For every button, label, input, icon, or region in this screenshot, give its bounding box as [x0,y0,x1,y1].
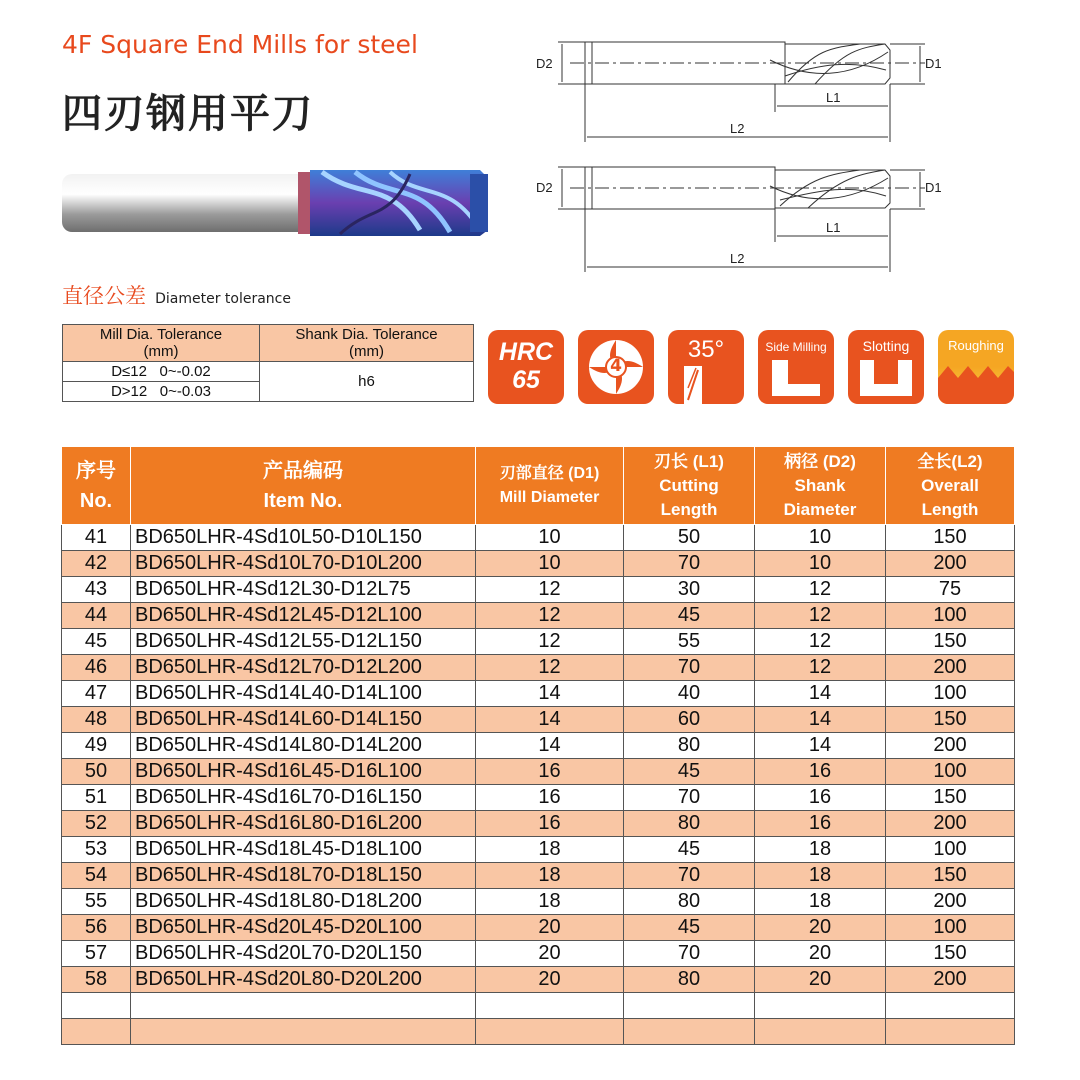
table-row [62,681,1015,707]
table-row-empty [62,993,1015,1019]
cell-l1: 55 [624,629,755,655]
slotting-label: Slotting [862,338,910,354]
cell-empty [755,1019,886,1045]
tolerance-col-mill-line1: Mill Dia. Tolerance [99,326,223,343]
label-d1-bottom: D1 [925,180,942,195]
cell-d1: 16 [476,811,624,837]
cell-d1: 18 [476,863,624,889]
cell-item: BD650LHR-4Sd14L80-D14L200 [131,733,476,759]
cell-empty [476,1019,624,1045]
col-d2-cn: 柄径 (D2) [784,451,856,471]
cell-d2: 18 [755,889,886,915]
cell-item: BD650LHR-4Sd18L45-D18L100 [131,837,476,863]
helix-angle: 35° [687,336,725,363]
cell-l2: 200 [886,733,1015,759]
roughing-icon [938,330,1014,404]
tolerance-col-shank [260,325,474,362]
cell-l1: 45 [624,759,755,785]
cell-item: BD650LHR-4Sd20L80-D20L200 [131,967,476,993]
cell-l2: 150 [886,629,1015,655]
tolerance-heading [62,280,291,310]
cell-l2: 200 [886,967,1015,993]
cell-item: BD650LHR-4Sd12L70-D12L200 [131,655,476,681]
col-d2-en1: Shank [794,475,846,495]
tolerance-col-mill [63,325,260,362]
col-l2 [886,447,1015,525]
tolerance-heading-cn: 直径公差 [62,284,146,308]
roughing-label: Roughing [948,338,1004,353]
col-no [62,447,131,525]
label-l2-bottom: L2 [730,251,745,266]
table-row [62,525,1015,551]
cell-l1: 45 [624,603,755,629]
cell-d1: 12 [476,629,624,655]
cell-d2: 18 [755,837,886,863]
title-english: 4F Square End Mills for steel [62,30,418,59]
cell-empty [624,993,755,1019]
cell-d1: 10 [476,525,624,551]
col-d1 [476,447,624,525]
cell-l2: 100 [886,915,1015,941]
cell-l2: 100 [886,603,1015,629]
cell-no: 51 [62,785,131,811]
side-milling-badge [758,330,834,404]
cell-d2: 20 [755,967,886,993]
tolerance-row2-mill: D>12 0~-0.03 [63,382,260,402]
cell-l1: 80 [624,733,755,759]
slotting-badge [848,330,924,404]
cell-d2: 10 [755,551,886,577]
product-table-body [62,525,1015,1045]
cell-l2: 150 [886,525,1015,551]
side-milling-label: Side Milling [765,340,827,354]
table-row [62,733,1015,759]
table-row-empty [62,1019,1015,1045]
cell-l1: 30 [624,577,755,603]
cell-d2: 18 [755,863,886,889]
cell-no: 44 [62,603,131,629]
cell-empty [476,993,624,1019]
title-chinese: 四刃钢用平刀 [62,91,314,137]
table-row [62,837,1015,863]
cell-item: BD650LHR-4Sd20L45-D20L100 [131,915,476,941]
tolerance-shank-value: h6 [260,362,474,402]
table-row [62,577,1015,603]
cell-d2: 12 [755,629,886,655]
cell-empty [131,993,476,1019]
col-l2-en2: Length [921,499,979,519]
cell-item: BD650LHR-4Sd12L45-D12L100 [131,603,476,629]
label-l1-top: L1 [826,90,841,105]
tolerance-col-mill-line2: (mm) [143,343,179,360]
col-l1-cn: 刃长 (L1) [654,451,724,471]
col-l2-en1: Overall [921,475,979,495]
end-mill-image [60,160,492,246]
roughing-badge [938,330,1014,404]
cell-empty [62,1019,131,1045]
product-table-header [62,447,1015,525]
cell-d2: 14 [755,707,886,733]
hrc-value: 65 [512,366,540,394]
table-row [62,629,1015,655]
cell-no: 53 [62,837,131,863]
cell-no: 47 [62,681,131,707]
cell-no: 50 [62,759,131,785]
cell-d1: 20 [476,941,624,967]
dimension-diagram [530,30,950,280]
cell-l2: 75 [886,577,1015,603]
cell-empty [624,1019,755,1045]
col-item-en: Item No. [263,489,343,512]
table-row [62,811,1015,837]
cell-d2: 12 [755,603,886,629]
cell-item: BD650LHR-4Sd14L60-D14L150 [131,707,476,733]
cell-item: BD650LHR-4Sd16L70-D16L150 [131,785,476,811]
cell-l2: 100 [886,837,1015,863]
helix-tool-icon [668,330,744,404]
cell-item: BD650LHR-4Sd18L80-D18L200 [131,889,476,915]
cell-d2: 20 [755,915,886,941]
cell-d1: 12 [476,603,624,629]
cell-no: 57 [62,941,131,967]
cell-d1: 20 [476,967,624,993]
col-no-en: No. [79,489,113,512]
cell-d2: 14 [755,681,886,707]
cell-no: 45 [62,629,131,655]
product-table [61,446,1015,1045]
label-d2-top: D2 [536,56,553,71]
col-l1 [624,447,755,525]
table-row [62,655,1015,681]
cell-no: 41 [62,525,131,551]
cell-d2: 16 [755,759,886,785]
cell-d1: 14 [476,707,624,733]
table-row [62,551,1015,577]
col-item [131,447,476,525]
hrc-badge [488,330,564,404]
col-l2-cn: 全长(L2) [917,451,983,471]
cell-item: BD650LHR-4Sd10L70-D10L200 [131,551,476,577]
cell-d1: 10 [476,551,624,577]
cell-l1: 70 [624,941,755,967]
label-l1-bottom: L1 [826,220,841,235]
cell-l2: 200 [886,551,1015,577]
cell-no: 43 [62,577,131,603]
cell-item: BD650LHR-4Sd14L40-D14L100 [131,681,476,707]
cell-d1: 18 [476,889,624,915]
cell-l2: 100 [886,759,1015,785]
cell-l2: 100 [886,681,1015,707]
table-row [62,603,1015,629]
cell-d2: 12 [755,577,886,603]
label-l2-top: L2 [730,121,745,136]
cell-item: BD650LHR-4Sd10L50-D10L150 [131,525,476,551]
cell-empty [886,993,1015,1019]
cell-item: BD650LHR-4Sd16L45-D16L100 [131,759,476,785]
cell-empty [131,1019,476,1045]
label-d1-top: D1 [925,56,942,71]
tolerance-table [62,324,474,402]
col-d1-cn: 刃部直径 (D1) [499,464,600,482]
cell-empty [62,993,131,1019]
cell-l2: 150 [886,707,1015,733]
tolerance-col-shank-line2: (mm) [349,343,384,360]
flutes-badge [578,330,654,404]
table-row [62,785,1015,811]
col-no-cn: 序号 [76,459,116,482]
col-item-cn: 产品编码 [263,459,343,482]
cell-d2: 20 [755,941,886,967]
col-d1-en: Mill Diameter [499,488,600,506]
cell-d1: 18 [476,837,624,863]
cell-l1: 80 [624,811,755,837]
cell-d2: 10 [755,525,886,551]
tolerance-row1-mill: D≤12 0~-0.02 [63,362,260,382]
helix-badge [668,330,744,404]
cell-item: BD650LHR-4Sd16L80-D16L200 [131,811,476,837]
cell-item: BD650LHR-4Sd20L70-D20L150 [131,941,476,967]
cell-l1: 45 [624,837,755,863]
cell-d2: 12 [755,655,886,681]
cell-no: 52 [62,811,131,837]
cell-empty [886,1019,1015,1045]
col-d2-en2: Diameter [783,499,857,519]
cell-l1: 60 [624,707,755,733]
table-row [62,707,1015,733]
table-row [62,915,1015,941]
tolerance-heading-en: Diameter tolerance [155,291,291,307]
cell-d1: 20 [476,915,624,941]
table-row [62,941,1015,967]
cell-l1: 70 [624,785,755,811]
cell-d1: 14 [476,681,624,707]
cell-l1: 80 [624,967,755,993]
cell-l1: 80 [624,889,755,915]
cell-item: BD650LHR-4Sd12L30-D12L75 [131,577,476,603]
cell-d1: 16 [476,759,624,785]
cell-l1: 45 [624,915,755,941]
side-milling-icon [758,330,834,404]
label-d2-bottom: D2 [536,180,553,195]
slotting-icon [848,330,924,404]
cell-item: BD650LHR-4Sd18L70-D18L150 [131,863,476,889]
cell-l1: 70 [624,655,755,681]
cell-l2: 150 [886,863,1015,889]
cell-no: 46 [62,655,131,681]
cell-l2: 200 [886,655,1015,681]
table-row [62,863,1015,889]
cell-no: 54 [62,863,131,889]
cell-d1: 12 [476,577,624,603]
cell-l1: 40 [624,681,755,707]
cell-d2: 14 [755,733,886,759]
tolerance-col-shank-line1: Shank Dia. Tolerance [295,326,438,343]
cell-l2: 200 [886,811,1015,837]
cell-l2: 200 [886,889,1015,915]
cell-l2: 150 [886,785,1015,811]
cell-d1: 12 [476,655,624,681]
cell-l1: 70 [624,863,755,889]
cell-no: 48 [62,707,131,733]
cell-no: 55 [62,889,131,915]
cell-d1: 14 [476,733,624,759]
cell-empty [755,993,886,1019]
cell-no: 42 [62,551,131,577]
cell-d2: 16 [755,785,886,811]
cell-d2: 16 [755,811,886,837]
table-row [62,889,1015,915]
col-d2 [755,447,886,525]
cell-no: 58 [62,967,131,993]
table-row [62,967,1015,993]
col-l1-en1: Cutting [659,475,719,495]
cell-l1: 70 [624,551,755,577]
table-row [62,759,1015,785]
flutes-count: 4 [610,356,622,376]
cell-no: 56 [62,915,131,941]
col-l1-en2: Length [660,499,718,519]
cell-item: BD650LHR-4Sd12L55-D12L150 [131,629,476,655]
cell-d1: 16 [476,785,624,811]
cell-l2: 150 [886,941,1015,967]
hrc-label: HRC [498,338,554,366]
cell-no: 49 [62,733,131,759]
cell-l1: 50 [624,525,755,551]
